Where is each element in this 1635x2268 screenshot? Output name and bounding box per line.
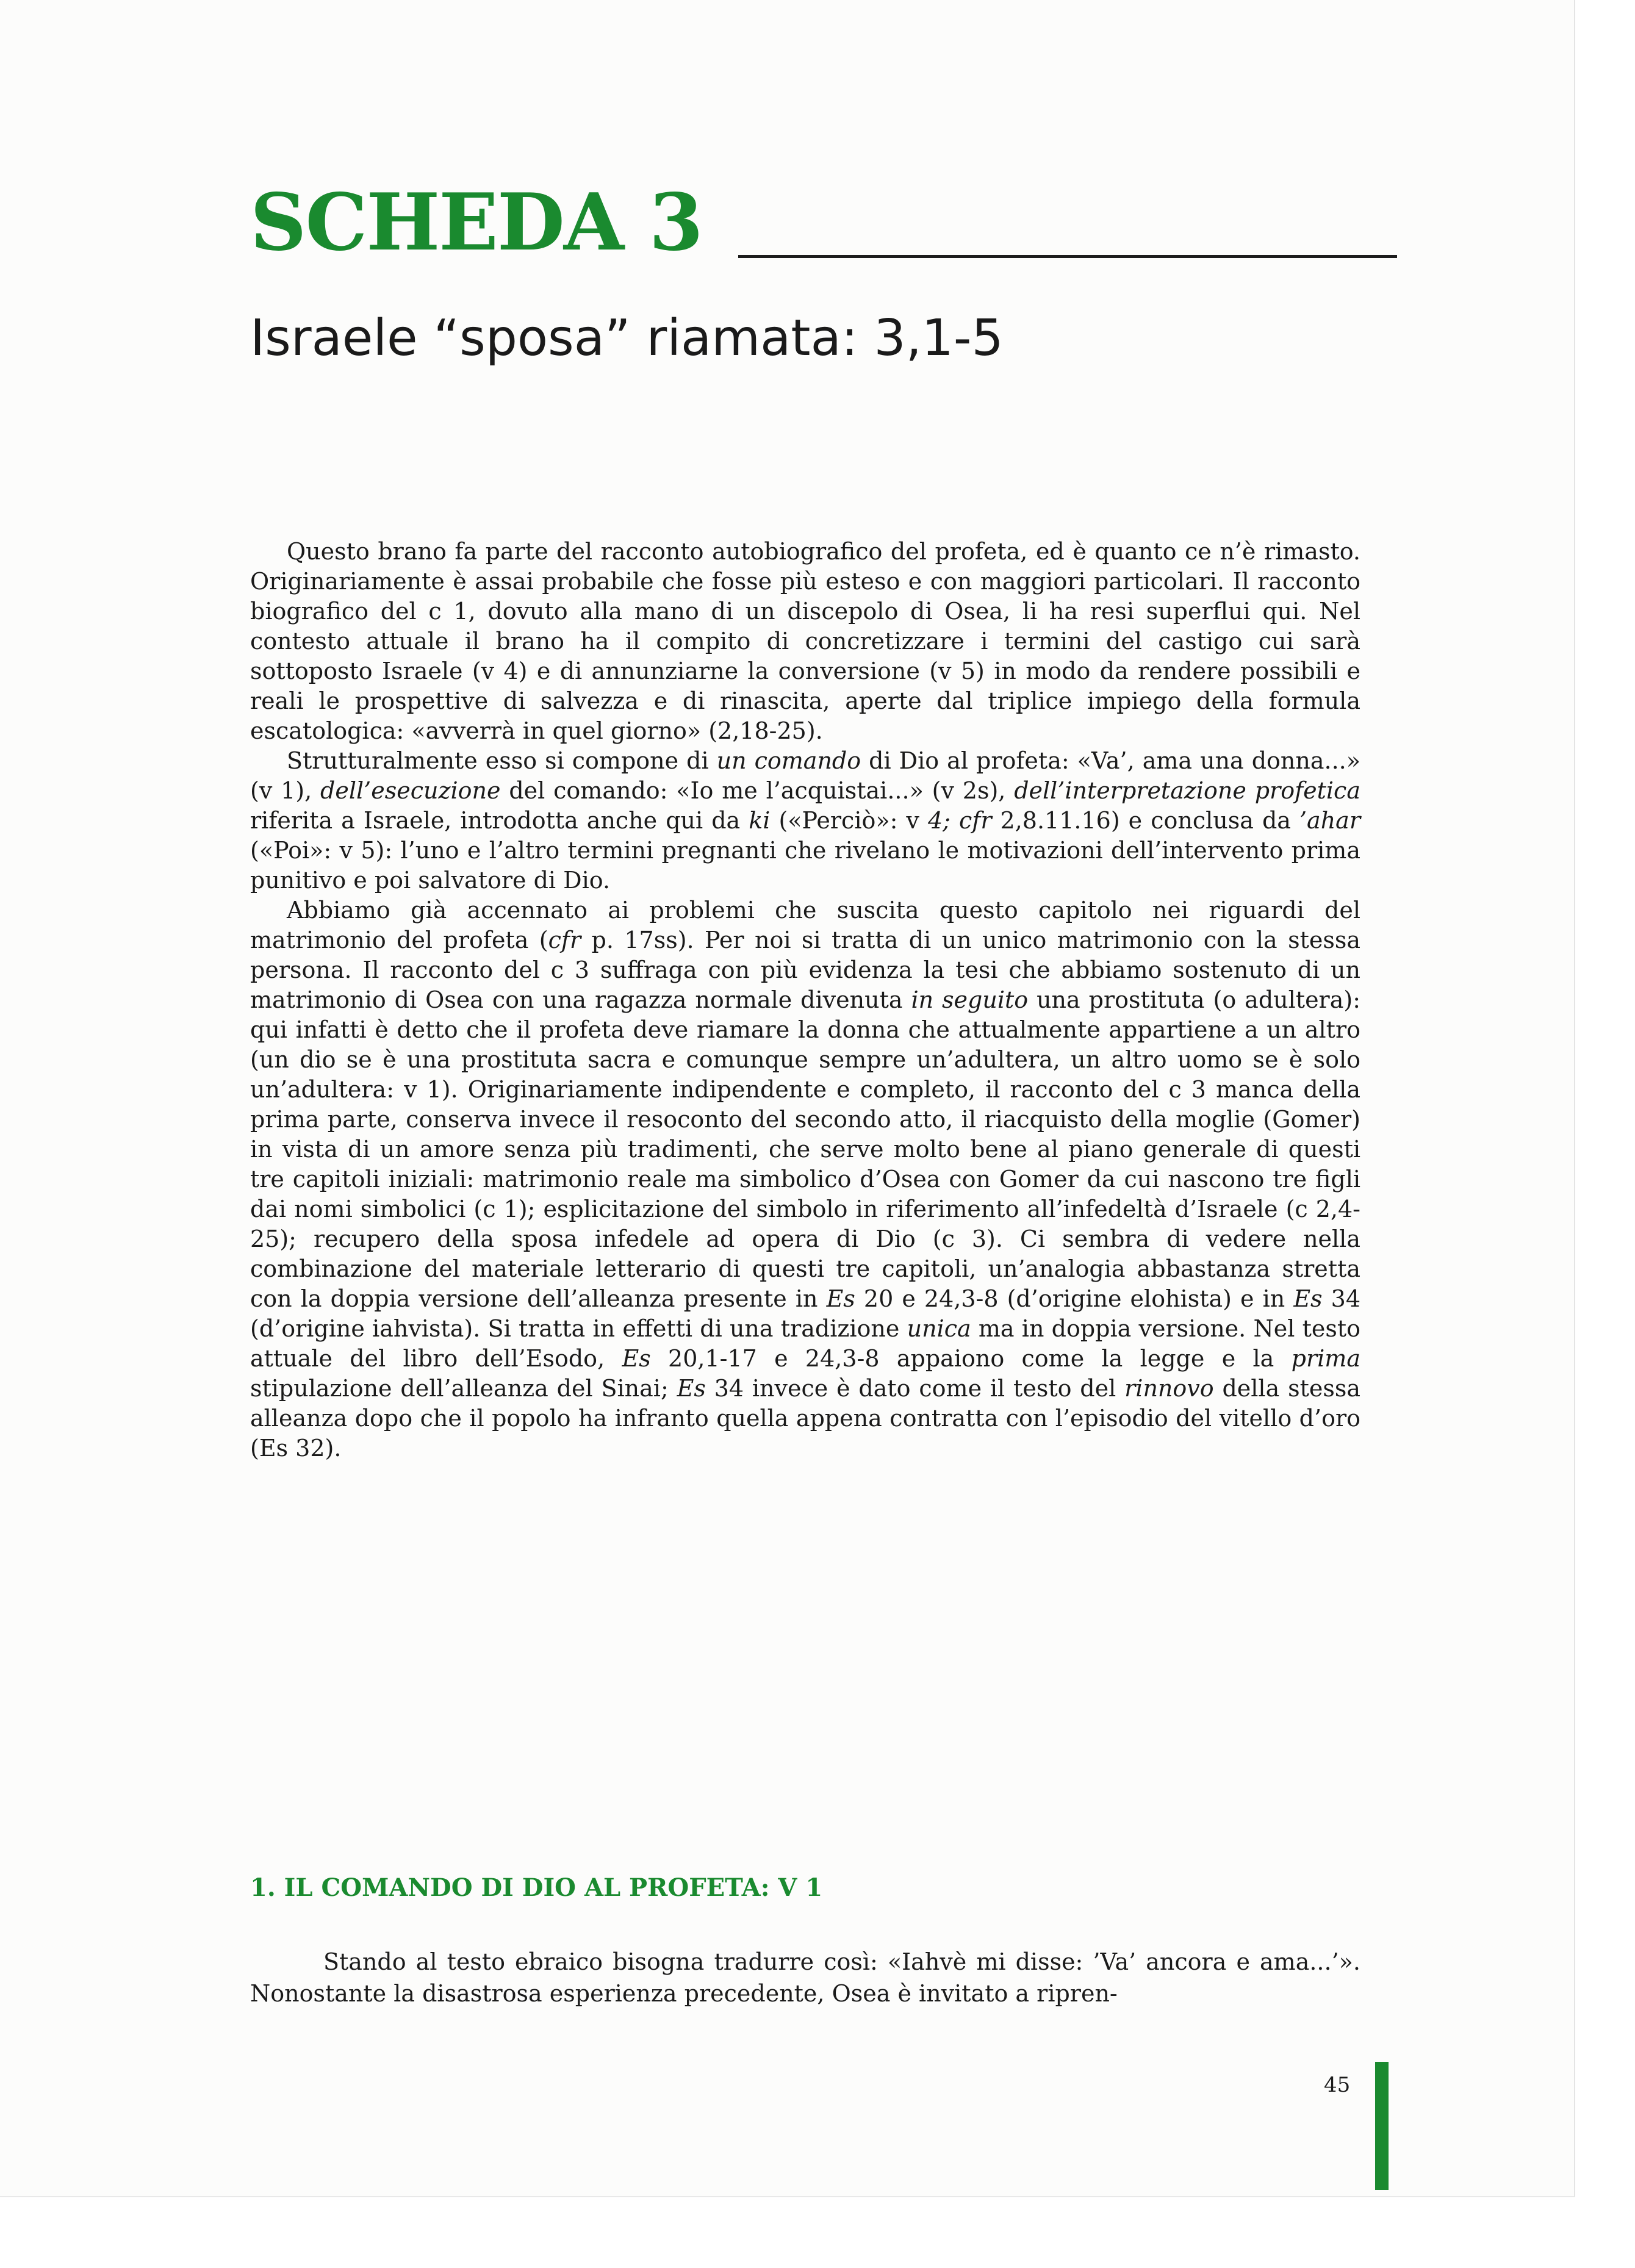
- scheda-title: SCHEDA 3: [250, 177, 702, 268]
- section-1-text: [250, 1946, 1360, 2009]
- section-1-paragraph: Stando al testo ebraico bisogna tradurre così: «Iahvè mi disse: ’Va’ ancora e ama...’». Nonostante la disastrosa esperienza precedente, Osea è invitato a ripren-: [250, 1948, 1360, 2007]
- paragraph-3: Abbiamo già accennato ai problemi che suscita questo capitolo nei riguardi del matrimonio del profeta (cfr p. 17ss). Per noi si tratta di un unico matrimonio con la stessa persona. Il racconto del c 3 suffraga con più evidenza la tesi che abbiamo sostenuto di un matrimonio di Osea con una ragazza normale divenuta in seguito una prostituta (o adultera): qui infatti è detto che il profeta deve riamare la donna che attualmente appartiene a un altro (un dio se è una prostituta sacra e comunque sempre un’adultera, un altro uomo se è solo un’adultera: v 1). Originariamente indipendente e completo, il racconto del c 3 manca della prima parte, conserva invece il resoconto del secondo atto, il riacquisto della moglie (Gomer) in vista di un amore senza più tradimenti, che serve molto bene al piano generale di questi tre capitoli iniziali: matrimonio reale ma simbolico d’Osea con Gomer da cui nascono tre figli dai nomi simbolici (c 1); esplicitazione del simbolo in riferimento all’infedeltà d’Israele (c 2,4-25); recupero della sposa infedele ad opera di Dio (c 3). Ci sembra di vedere nella combinazione del materiale letterario di questi tre capitoli, un’analogia abbastanza stretta con la doppia versione dell’alleanza presente in Es 20 e 24,3-8 (d’origine elohista) e in Es 34 (d’origine iahvista). Si tratta in effetti di una tradizione unica ma in doppia versione. Nel testo attuale del libro dell’Esodo, Es 20,1-17 e 24,3-8 appaiono come la legge e la prima stipulazione dell’alleanza del Sinai; Es 34 invece è dato come il testo del rinnovo della stessa alleanza dopo che il popolo ha infranto quella appena contratta con l’episodio del vitello d’oro (Es 32).: [250, 897, 1361, 1462]
- chapter-subtitle: Israele “sposa” riamata: 3,1-5: [250, 309, 1004, 367]
- intro-text: [250, 537, 1360, 1463]
- page-number: 45: [1324, 2073, 1351, 2097]
- title-rule: [738, 255, 1397, 258]
- paragraph-1: Questo brano fa parte del racconto autobiografico del profeta, ed è quanto ce n’è rimasto. Originariamente è assai probabile che fosse più esteso e con maggiori particolari. Il racconto biografico del c 1, dovuto alla mano di un discepolo di Osea, li ha resi superflui qui. Nel contesto attuale il brano ha il compito di concretizzare i termini del castigo cui sarà sottoposto Israele (v 4) e di annunziarne la conversione (v 5) in modo da rendere possibili e reali le prospettive di salvezza e di rinascita, aperte dal triplice impiego della formula escatologica: «avverrà in quel giorno» (2,18-25).: [250, 538, 1360, 744]
- scheda-header: [250, 177, 1397, 268]
- paragraph-2: Strutturalmente esso si compone di un comando di Dio al profeta: «Va’, ama una donna...» (v 1), dell’esecuzione del comando: «Io me l’acquistai...» (v 2s), dell’interpretazione profetica riferita a Israele, introdotta anche qui da ki («Perciò»: v 4; cfr 2,8.11.16) e conclusa da ’ahar («Poi»: v 5): l’uno e l’altro termini pregnanti che rivelano le motivazioni dell’intervento prima punitivo e poi salvatore di Dio.: [250, 747, 1360, 894]
- section-heading-1: 1. IL COMANDO DI DIO AL PROFETA: V 1: [250, 1873, 823, 1902]
- page-edge-marker: [1375, 2062, 1389, 2190]
